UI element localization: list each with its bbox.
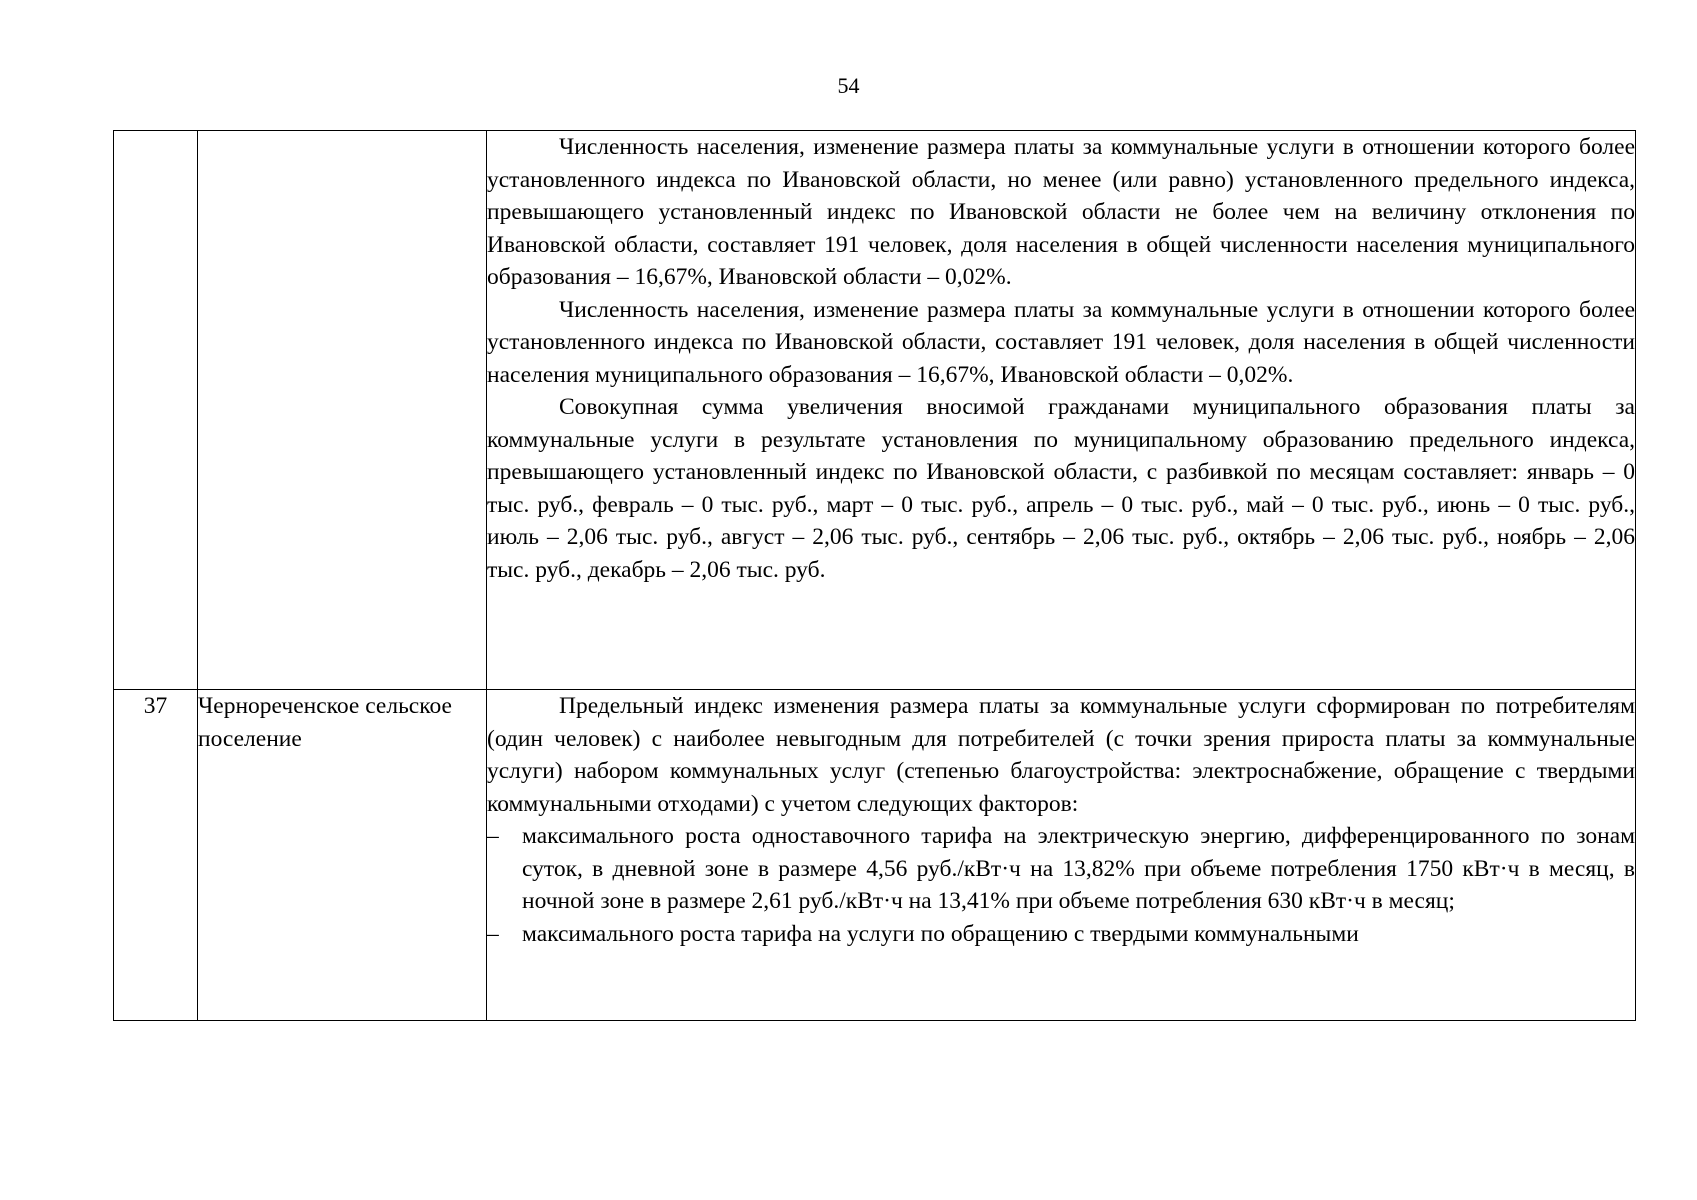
list-item — [487, 918, 1635, 951]
row-number-cell — [114, 131, 198, 690]
data-table — [113, 130, 1636, 1021]
list-item — [487, 820, 1635, 918]
dash-marker: – — [487, 823, 499, 849]
dash-marker: – — [487, 920, 499, 947]
municipality-name-cell: Чернореченское сельское поселение — [198, 690, 487, 1021]
paragraph-monthly-increase: Совокупная сумма увеличения вносимой гражданами муниципального образования платы за коммунальные услуги в результате установления по муниципальному образованию предельного индекса, превышающего установленный индекс по Ивановской области, с разбивкой по месяцам составляет: январь – 0 тыс. руб., февраль – 0 тыс. руб., март – 0 тыс. руб., апрель – 0 тыс. руб., май – 0 тыс. руб., июнь – 0 тыс. руб., июль – 2,06 тыс. руб., август – 2,06 тыс. руб., сентябрь – 2,06 тыс. руб., октябрь – 2,06 тыс. руб., ноябрь – 2,06 тыс. руб., декабрь – 2,06 тыс. руб. — [487, 394, 1635, 583]
municipality-name-cell — [198, 131, 487, 690]
row-number-cell: 37 — [114, 690, 198, 1021]
factors-list — [487, 820, 1635, 950]
description-cell — [487, 131, 1636, 690]
list-item-text: максимального роста одноставочного тарифа на электрическую энергию, дифференцированного по зонам суток, в дневной зоне в размере 4,56 руб./кВт·ч на 13,82% при объеме потребления 1750 кВт·ч в месяц, в ночной зоне в размере 2,61 руб./кВт·ч на 13,41% при объеме потребления 630 кВт·ч в месяц; — [522, 823, 1635, 914]
paragraph-population-above-index: Численность населения, изменение размера платы за коммунальные услуги в отношении которого более установленного индекса по Ивановской области, составляет 191 человек, доля населения в общей численности населения муниципального образования – 16,67%, Ивановской области – 0,02%. — [487, 296, 1635, 388]
page-number: 54 — [837, 73, 860, 98]
list-item-text: максимального роста тарифа на услуги по обращению с твердыми коммунальными — [522, 920, 1359, 947]
paragraph-index-formation: Предельный индекс изменения размера платы за коммунальные услуги сформирован по потребителям (один человек) с наиболее невыгодным для потребителей (с точки зрения прироста платы за коммунальные услуги) набором коммунальных услуг (степенью благоустройства: электроснабжение, обращение с твердыми коммунальными отходами) с учетом следующих факторов: — [487, 693, 1635, 817]
table-row — [114, 690, 1636, 1021]
description-cell — [487, 690, 1636, 1021]
paragraph-population-within-limit: Численность населения, изменение размера платы за коммунальные услуги в отношении которого более установленного индекса по Ивановской области, но менее (или равно) установленного предельного индекса, превышающего установленный индекс по Ивановской области не более чем на величину отклонения по Ивановской области, составляет 191 человек, доля населения в общей численности населения муниципального образования – 16,67%, Ивановской области – 0,02%. — [487, 134, 1635, 290]
table-row — [114, 131, 1636, 690]
